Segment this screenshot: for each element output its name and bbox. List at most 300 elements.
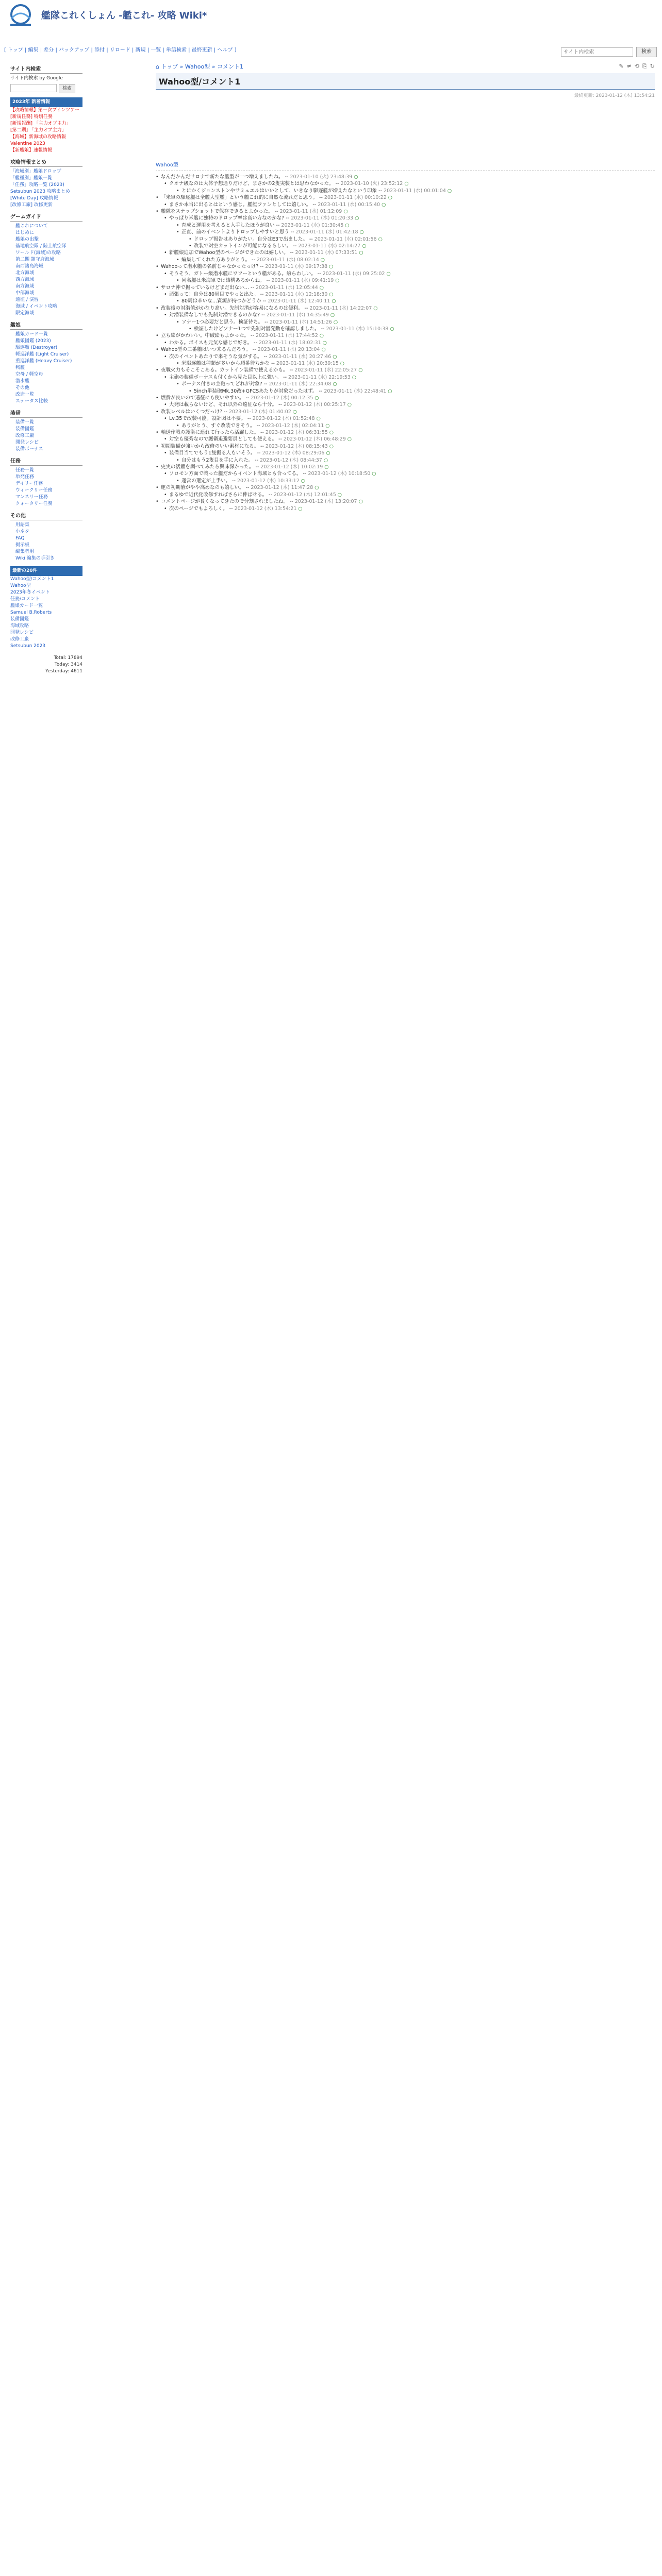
reply-radio-icon[interactable]: ○ xyxy=(352,174,358,180)
comment-item: • 自分はもう2隻目を手に入れた。 -- 2023-01-12 (木) 08:44:37 ○ xyxy=(176,457,655,464)
comment-text: 80周は辛いな…資源が持つかどうか xyxy=(181,298,261,304)
comment-item: • 輸送作戦の護衛に連れて行ったら活躍した。 -- 2023-01-12 (木) 06:31:55 ○ xyxy=(156,429,655,436)
sidebar-game-item[interactable]: 南西諸島海域 xyxy=(15,264,44,269)
comment-item: • Lv.35で改装可能。設計図は不要。 -- 2023-01-12 (木) 01:52:48 ○ xyxy=(164,415,655,422)
sidebar-equip-item[interactable]: 装備図鑑 xyxy=(15,427,35,432)
sidebar-equip-item[interactable]: 開発レシピ xyxy=(15,440,39,445)
reply-radio-icon[interactable]: ○ xyxy=(332,319,338,325)
comment-text: 米駆逐艦は種類が多いから順番待ちかな xyxy=(181,360,270,366)
reply-radio-icon[interactable]: ○ xyxy=(334,278,340,284)
comment-text: サロナ沖で掘っているけどまだ出ない… xyxy=(161,284,250,291)
comment-item: • 艦隊をスナップショットで保存できるとよかった。 -- 2023-01-11 (水) 01:12:09 ○ xyxy=(156,208,655,215)
reply-radio-icon[interactable]: ○ xyxy=(331,381,337,387)
reply-radio-icon[interactable]: ○ xyxy=(357,250,363,256)
reply-radio-icon[interactable]: ○ xyxy=(321,340,327,346)
comment-date: 2023-01-10 (火) 23:48:39 xyxy=(290,174,353,180)
comment-text: 史実の活躍を調べてみたら興味深かった。 xyxy=(161,464,254,470)
sidebar-recent-item[interactable]: Samuel B.Roberts xyxy=(10,610,52,615)
reply-radio-icon[interactable]: ○ xyxy=(360,243,367,249)
sidebar-recent-item[interactable]: 装備図鑑 xyxy=(10,617,29,622)
comment-item: • 運営の選定が上手い。 -- 2023-01-12 (木) 10:33:12 ○ xyxy=(176,478,655,484)
comment-date: 2023-01-11 (水) 22:48:41 xyxy=(324,388,387,394)
comment-text: 5inch単装砲Mk.30改+GFCSあたりが対象だったはず。 xyxy=(194,388,318,394)
sidebar-game-item[interactable]: 中部海域 xyxy=(15,291,35,296)
sidebar-recent-item[interactable]: Wahoo型/コメント1 xyxy=(10,577,54,582)
reply-radio-icon[interactable]: ○ xyxy=(370,471,376,477)
reply-radio-icon[interactable]: ○ xyxy=(323,464,329,470)
sidebar-news-item[interactable]: 【攻略情報】第一次ブインツアー xyxy=(10,108,79,113)
breadcrumb-item[interactable]: トップ xyxy=(161,63,178,70)
comment-item: • ボーナス付きの主砲ってどれが対象? -- 2023-01-11 (水) 22:34:08 ○ xyxy=(176,381,655,387)
site-title[interactable]: 艦隊これくしょん -艦これ- 攻略 Wiki* xyxy=(41,10,207,21)
comment-text: 運の初期値がやや高めなのも嬉しい。 xyxy=(161,485,244,491)
sidebar xyxy=(10,61,82,675)
reply-radio-icon[interactable]: ○ xyxy=(327,264,334,270)
sidebar-recent-item[interactable]: 改修工廠 xyxy=(10,637,29,642)
menu-item[interactable]: 単語検索 xyxy=(166,47,187,53)
comment-date: 2023-01-11 (水) 20:27:46 xyxy=(269,353,332,360)
sidebar-ship-item[interactable]: 重巡洋艦 (Heavy Cruiser) xyxy=(15,359,72,364)
comment-item: • 改装で対空カットインが可能になるらしい。 -- 2023-01-11 (水) 02:14:27 ○ xyxy=(189,243,655,249)
comment-text: ありがとう、すぐ改装できそう。 xyxy=(181,422,255,429)
comment-item: • 対空も優秀なので護衛退避要員としても使える。 -- 2023-01-12 (木) 06:48:29 ○ xyxy=(164,436,655,443)
equip-heading: 装備 xyxy=(10,410,82,418)
sidebar-ship-item[interactable]: 潜水艦 xyxy=(15,379,30,384)
comment-item: • 頑張って！自分は80周目でやっと出た。 -- 2023-01-11 (水) 12:18:30 ○ xyxy=(164,291,655,298)
comment-item: • なんだかんだサロナで新たな艦型が一つ増えましたね。 -- 2023-01-10 (火) 23:48:39 ○ xyxy=(156,174,655,180)
reply-radio-icon[interactable]: ○ xyxy=(343,222,350,228)
reply-radio-icon[interactable]: ○ xyxy=(299,478,306,484)
menu-item[interactable]: 編集 xyxy=(28,47,39,53)
sidebar-ship-item[interactable]: 軽巡洋艦 (Light Cruiser) xyxy=(15,352,69,357)
comment-item: • そうそう、ガトー級潜水艦にワフーという艦がある。紛らわしい。 -- 2023-01-11 (水) 09:25:02 ○ xyxy=(164,270,655,277)
comment-date: 2023-01-12 (木) 08:15:43 xyxy=(265,443,328,449)
sidebar-ship-item[interactable]: その他 xyxy=(15,385,30,391)
comment-item: • やっぱり米艦に独特のドロップ率は高い方なのかな? -- 2023-01-11 (水) 01:20:33 ○ xyxy=(164,215,655,222)
comment-date: 2023-01-11 (水) 08:02:14 xyxy=(256,257,319,263)
sidebar-recent-item[interactable]: 艦娘カード一覧 xyxy=(10,603,43,608)
comment-date: 2023-01-11 (水) 20:13:04 xyxy=(257,347,320,353)
counter-yesterday: Yesterday: 4611 xyxy=(45,669,82,674)
comment-date: 2023-01-11 (水) 22:05:27 xyxy=(294,367,357,374)
reply-radio-icon[interactable]: ○ xyxy=(353,215,359,222)
comment-item: • 次のイベントあたりで来そうな気がする。 -- 2023-01-11 (水) 20:27:46 ○ xyxy=(164,353,655,360)
comment-date: 2023-01-11 (水) 22:34:08 xyxy=(269,381,332,387)
comment-text: まるゆで近代化改修すればさらに伸ばせる。 xyxy=(169,492,268,498)
sidebar-game-item[interactable]: 遠征 / 演習 xyxy=(15,297,39,302)
comment-item: • コメントページが長くなってきたので分割されましたね。 -- 2023-01-12 (木) 13:20:07 ○ xyxy=(156,498,655,505)
reply-radio-icon[interactable]: ○ xyxy=(313,485,319,491)
reply-radio-icon[interactable]: ○ xyxy=(445,188,452,194)
comment-text: 「米軍の駆逐艦は全艦大型艦」という艦これ的に自然な流れだと思う。 xyxy=(161,195,318,201)
comment-text: 初期装備が強いから改修のいい素材になる。 xyxy=(161,443,259,449)
comment-text: Wahooって潜水艦の名前じゃなかったっけ? xyxy=(161,264,259,270)
comment-text: 立ち絵がかわいい。中破絵もよかった。 xyxy=(161,333,250,339)
sidebar-link-item[interactable]: [改修工廠] 改修更新 xyxy=(10,202,53,208)
comment-item: • サロナ沖で掘っているけどまだ出ない… -- 2023-01-11 (水) 12:05:44 ○ xyxy=(156,284,655,291)
counter-today: Today: 3414 xyxy=(54,662,82,667)
menu-item[interactable]: 新規 xyxy=(135,47,146,53)
menu-item[interactable]: 最終更新 xyxy=(191,47,212,53)
reply-radio-icon[interactable]: ○ xyxy=(380,201,386,208)
sidebar-link-item[interactable]: 「任務」攻略一覧 (2023) xyxy=(10,182,64,188)
comment-date: 2023-01-11 (水) 14:35:49 xyxy=(266,312,329,318)
menu-item[interactable]: 添付 xyxy=(94,47,105,53)
comment-text: コメントページが長くなってきたので分割されましたね。 xyxy=(161,499,288,505)
comment-text: 改装レベルはいくつだっけ? xyxy=(161,409,223,415)
ship-heading: 艦娘 xyxy=(10,322,82,330)
reply-radio-icon[interactable]: ○ xyxy=(327,430,334,436)
comment-date: 2023-01-11 (水) 12:05:44 xyxy=(255,284,318,291)
game-heading: ゲームガイド xyxy=(10,214,82,222)
reply-radio-icon[interactable]: ○ xyxy=(296,505,303,512)
comment-date: 2023-01-12 (木) 10:33:12 xyxy=(237,478,300,484)
comment-date: 2023-01-11 (水) 12:40:11 xyxy=(268,298,330,304)
attach-icon[interactable]: ⎘ xyxy=(642,63,647,70)
comment-item: • ソロモン方面で戦った艦だからイベント海域とも合ってる。 -- 2023-01-12 (木) 10:18:50 ○ xyxy=(164,470,655,477)
reply-radio-icon[interactable]: ○ xyxy=(328,312,335,318)
sidebar-game-item[interactable]: 第二期 鎮守府海域 xyxy=(15,257,54,262)
sidebar-game-item[interactable]: ワールド(海域)の攻略 xyxy=(15,250,61,256)
recent-heading: 最新の20件 xyxy=(10,566,82,576)
sidebar-etc-item[interactable]: Wiki 編集の手引き xyxy=(15,556,55,561)
reply-radio-icon[interactable]: ○ xyxy=(388,326,394,332)
comment-date: 2023-01-12 (木) 00:25:17 xyxy=(283,402,346,408)
sidebar-game-item[interactable]: 海域 / イベント攻略 xyxy=(15,304,57,309)
sidebar-etc-item[interactable]: 小ネタ xyxy=(15,529,30,534)
comment-date: 2023-01-12 (木) 13:54:21 xyxy=(234,505,297,512)
comment-item: • 装備目当てでもう1隻掘る人もいそう。 -- 2023-01-12 (木) 08:29:06 ○ xyxy=(164,450,655,456)
diff-icon[interactable]: ≠ xyxy=(626,63,632,70)
comment-date: 2023-01-12 (木) 06:48:29 xyxy=(283,436,346,443)
comment-item: • 編集してくれた方ありがとう。 -- 2023-01-11 (水) 08:02:14 ○ xyxy=(176,257,655,263)
comment-text: 正直、前のイベントよりドロップしやすいと思う xyxy=(181,229,289,235)
sidebar-game-item[interactable]: 北方海域 xyxy=(15,270,35,276)
sidebar-game-item[interactable]: 限定海域 xyxy=(15,311,35,316)
sidebar-etc-item[interactable]: 掲示板 xyxy=(15,543,30,548)
sidebar-mission-item[interactable]: ウィークリー任務 xyxy=(15,488,53,493)
sidebar-game-item[interactable]: 艦娘の出撃 xyxy=(15,237,39,242)
breadcrumb: ⌂ トップ » Wahoo型 » コメント1 xyxy=(156,63,243,70)
sidebar-news-item[interactable]: 【海域】新海域の攻略情報 xyxy=(10,134,67,140)
menu-item[interactable]: バックアップ xyxy=(59,47,90,53)
comment-date: 2023-01-11 (水) 02:01:56 xyxy=(314,236,377,242)
edit-icon[interactable]: ✎ xyxy=(619,63,624,70)
reply-radio-icon[interactable]: ○ xyxy=(357,367,363,374)
comment-date: 2023-01-11 (水) 09:41:19 xyxy=(271,278,334,284)
search-input[interactable] xyxy=(561,47,633,57)
reply-radio-icon[interactable]: ○ xyxy=(336,492,342,498)
comment-date: 2023-01-11 (水) 01:20:33 xyxy=(291,215,354,222)
comment-date: 2023-01-11 (水) 14:22:07 xyxy=(309,305,372,311)
comment-text: 頑張って！自分は80周目でやっと出た。 xyxy=(169,291,259,297)
menu-item[interactable]: ヘルプ xyxy=(217,47,233,53)
comment-text: 大発は載らないけど、それ以外の遠征なら十分。 xyxy=(169,402,277,408)
comment-item: • 立ち絵がかわいい。中破絵もよかった。 -- 2023-01-11 (水) 17:44:52 ○ xyxy=(156,332,655,339)
comment-item: • 同名艦は米海軍では結構あるからね。 -- 2023-01-11 (水) 09:41:19 ○ xyxy=(176,277,655,284)
sidebar-equip-item[interactable]: 装備ボーナス xyxy=(15,447,43,452)
counter-total: Total: 17894 xyxy=(54,655,82,660)
reply-radio-icon[interactable]: ○ xyxy=(350,374,357,380)
comment-text: 改装で対空カットインが可能になるらしい。 xyxy=(194,243,292,249)
reply-radio-icon[interactable]: ○ xyxy=(319,257,325,263)
comment-date: 2023-01-11 (水) 00:10:22 xyxy=(324,195,387,201)
reply-radio-icon[interactable]: ○ xyxy=(357,499,363,505)
sidebar-mission-item[interactable]: クォータリー任務 xyxy=(15,501,53,506)
sidebar-mission-item[interactable]: デイリー任務 xyxy=(15,481,43,486)
comment-date: 2023-01-11 (水) 22:19:53 xyxy=(288,374,351,380)
comment-date: 2023-01-12 (木) 00:12:35 xyxy=(251,395,313,401)
comment-item: • ソナー1つ必要だと思う。検証待ち。 -- 2023-01-11 (水) 14:51:26 ○ xyxy=(176,319,655,326)
comment-text: クオナ級なのは大体予想通りだけど、まさかの2隻実装とは思わなかった。 xyxy=(169,181,334,187)
comment-text: ソロモン方面で戦った艦だからイベント海域とも合ってる。 xyxy=(169,471,302,477)
sidebar-game-item[interactable]: 基地航空隊 / 陸上航空隊 xyxy=(15,244,67,249)
reply-radio-icon[interactable]: ○ xyxy=(320,347,326,353)
comment-date: 2023-01-11 (水) 15:10:38 xyxy=(326,326,389,332)
comment-item: • 次のページでもよろしく。 -- 2023-01-12 (木) 13:54:21 ○ xyxy=(164,505,655,512)
comment-text: 艦隊をスナップショットで保存できるとよかった。 xyxy=(161,209,273,215)
sidebar-ship-item[interactable]: 艦娘図鑑 (2023) xyxy=(15,338,51,344)
comment-date: 2023-01-11 (水) 01:30:45 xyxy=(281,222,344,228)
reply-radio-icon[interactable]: ○ xyxy=(386,195,393,201)
comment-item: • 史実の活躍を調べてみたら興味深かった。 -- 2023-01-12 (木) 10:02:19 ○ xyxy=(156,464,655,470)
sidebar-link-item[interactable]: Setsubun 2023 攻略まとめ xyxy=(10,189,70,194)
comment-date: 2023-01-12 (木) 12:01:45 xyxy=(273,492,336,498)
sidebar-game-item[interactable]: 艦これについて xyxy=(15,224,48,229)
comment-text: 対空も優秀なので護衛退避要員としても使える。 xyxy=(169,436,277,443)
reply-radio-icon[interactable]: ○ xyxy=(318,284,324,291)
comment-list xyxy=(156,174,655,512)
comment-text: Wahoo型の二番艦はいつ来るんだろう。 xyxy=(161,347,251,353)
section-link[interactable]: Wahoo型 xyxy=(156,162,178,168)
comment-date: 2023-01-12 (木) 13:20:07 xyxy=(294,499,357,505)
comment-item: • 大発は載らないけど、それ以外の遠征なら十分。 -- 2023-01-12 (木) 00:25:17 ○ xyxy=(164,401,655,408)
sidebar-etc-item[interactable]: 編集者用 xyxy=(15,549,35,554)
sidebar-news-item[interactable]: [新規任務] 特別任務 xyxy=(10,114,53,120)
comment-date: 2023-01-12 (木) 06:31:55 xyxy=(265,430,328,436)
sidebar-game-item[interactable]: はじめに xyxy=(15,230,35,235)
comment-item: • 新艦娘追加でWahoo型のページができたのは嬉しい。 -- 2023-01-11 (水) 07:33:51 ○ xyxy=(164,249,655,256)
reply-radio-icon[interactable]: ○ xyxy=(403,181,409,187)
comment-item: • 検証したけどソナー1つで先制対潜発動を確認しました。 -- 2023-01-11 (水) 15:10:38 ○ xyxy=(189,326,655,332)
main-content xyxy=(156,61,655,512)
comment-text: わかる。ボイスも元気な感じで好き。 xyxy=(169,340,253,346)
comment-date: 2023-01-12 (木) 01:52:48 xyxy=(252,416,315,422)
search-button[interactable]: 検索 xyxy=(636,47,657,57)
comment-item: • とにかくジョンストンやサミュエルはいいとして、いきなり駆逐艦が増えたなという印象 -- 2023-01-11 (水) 00:01:04 ○ xyxy=(176,188,655,194)
sidebar-link-item[interactable]: [White Day] 攻略情報 xyxy=(10,196,58,201)
reply-radio-icon[interactable]: ○ xyxy=(327,443,334,449)
comment-date: 2023-01-11 (水) 17:44:52 xyxy=(255,333,318,339)
menu-item[interactable]: 一覧 xyxy=(151,47,161,53)
comment-item: • ありがとう、すぐ改装できそう。 -- 2023-01-12 (木) 02:04:11 ○ xyxy=(176,422,655,429)
reply-radio-icon[interactable]: ○ xyxy=(318,333,324,339)
sidebar-mission-item[interactable]: 単発任務 xyxy=(15,474,35,480)
comment-item: • 育成と運用を考えると入手したほうが良い -- 2023-01-11 (水) 01:30:45 ○ xyxy=(176,222,655,229)
comment-date: 2023-01-12 (木) 08:44:37 xyxy=(259,457,322,463)
menu-item[interactable]: 差分 xyxy=(43,47,54,53)
reply-radio-icon[interactable]: ○ xyxy=(386,388,392,394)
sidebar-ship-item[interactable]: 戦艦 xyxy=(15,365,25,370)
page-toolbar xyxy=(156,61,655,72)
mission-heading: 任務 xyxy=(10,458,82,466)
sidebar-recent-item[interactable]: 2023年冬イベント xyxy=(10,590,50,595)
comment-text: 編集してくれた方ありがとう。 xyxy=(181,257,251,263)
breadcrumb-item[interactable]: Wahoo型 xyxy=(185,63,210,70)
sidebar-recent-item[interactable]: 海域攻略 xyxy=(10,623,29,629)
menu-item[interactable]: リロード xyxy=(109,47,130,53)
comment-item: • 夜戦火力もそこそこある。カットイン装備で使えるかも。 -- 2023-01-11 (水) 22:05:27 ○ xyxy=(156,367,655,374)
comment-text: とにかくジョンストンやサミュエルはいいとして、いきなり駆逐艦が増えたなという印象 xyxy=(181,188,377,194)
comment-item: • 初期装備が強いから改修のいい素材になる。 -- 2023-01-12 (木) 08:15:43 ○ xyxy=(156,443,655,450)
comment-item: • 燃費が良いので遠征にも使いやすい。 -- 2023-01-12 (木) 00:12:35 ○ xyxy=(156,395,655,401)
sidebar-news-item[interactable]: [第二期] 「主力オブ主力」 xyxy=(10,128,67,133)
sidebar-link-item[interactable]: 「海域別」艦娘ドロップ xyxy=(10,169,61,174)
comment-item: • Wahoo型の二番艦はいつ来るんだろう。 -- 2023-01-11 (水) 20:13:04 ○ xyxy=(156,346,655,353)
reply-radio-icon[interactable]: ○ xyxy=(345,402,352,408)
comment-item: • 米駆逐艦は種類が多いから順番待ちかな -- 2023-01-11 (水) 20:39:15 ○ xyxy=(176,360,655,367)
sidebar-news-item[interactable]: Valentine 2023 xyxy=(10,141,45,146)
comment-text: ボーナス付きの主砲ってどれが対象? xyxy=(181,381,262,387)
sidebar-ship-item[interactable]: 空母 / 軽空母 xyxy=(15,372,43,377)
tool-icons xyxy=(619,63,655,70)
sidebar-recent-item[interactable]: Setsubun 2023 xyxy=(10,643,46,649)
sidebar-etc-item[interactable]: 用語集 xyxy=(15,522,30,528)
comment-date: 2023-01-11 (水) 12:18:30 xyxy=(265,291,328,297)
comment-date: 2023-01-11 (水) 18:02:31 xyxy=(258,340,321,346)
comment-text: やっぱり米艦に独特のドロップ率は高い方なのかな? xyxy=(169,215,285,222)
comment-text: 自分はもう2隻目を手に入れた。 xyxy=(181,457,254,463)
sidebar-recent-item[interactable]: Wahoo型 xyxy=(10,583,31,588)
comment-text: 主砲の装備ボーナスも付くから見た目以上に強い。 xyxy=(169,374,282,380)
comment-date: 2023-01-11 (水) 00:15:40 xyxy=(318,201,380,208)
comment-text: 運営の選定が上手い。 xyxy=(181,478,231,484)
breadcrumb-current: コメント1 xyxy=(217,63,243,70)
sidebar-etc-item[interactable]: FAQ xyxy=(15,536,25,541)
comment-item: • 主砲の装備ボーナスも付くから見た目以上に強い。 -- 2023-01-11 (水) 22:19:53 ○ xyxy=(164,374,655,381)
sidebar-ship-item[interactable]: ステータス比較 xyxy=(15,399,48,404)
reply-radio-icon[interactable]: ○ xyxy=(338,360,345,366)
reply-radio-icon[interactable]: ○ xyxy=(342,209,348,215)
comment-item: • 改装後の対潜値がかなり高い。先制対潜が容易になるのは便利。 -- 2023-01-11 (水) 14:22:07 ○ xyxy=(156,305,655,312)
comment-text: 次のページでもよろしく。 xyxy=(169,505,228,512)
site-header xyxy=(0,0,662,55)
sidebar-ship-item[interactable]: 駆逐艦 (Destroyer) xyxy=(15,345,58,350)
reply-radio-icon[interactable]: ○ xyxy=(313,395,319,401)
sidebar-search-button[interactable]: 検索 xyxy=(59,84,75,93)
sidebar-link-item[interactable]: 「艦種別」艦娘一覧 xyxy=(10,176,53,181)
comment-text: ドロップ報告はありがたい。自分はE3で出ました。 xyxy=(194,236,308,242)
comment-text: なんだかんだサロナで新たな艦型が一つ増えましたね。 xyxy=(161,174,284,180)
comment-item: • 正直、前のイベントよりドロップしやすいと思う -- 2023-01-11 (水) 01:42:18 ○ xyxy=(176,229,655,235)
comment-item: • 運の初期値がやや高めなのも嬉しい。 -- 2023-01-12 (木) 11:47:28 ○ xyxy=(156,484,655,491)
sidebar-equip-item[interactable]: 改修工廠 xyxy=(15,433,35,438)
reply-radio-icon[interactable]: ○ xyxy=(291,409,297,415)
reload-icon[interactable]: ↻ xyxy=(650,63,655,70)
comment-text: 燃費が良いので遠征にも使いやすい。 xyxy=(161,395,244,401)
sidebar-search-heading: サイト内検索 xyxy=(10,66,82,74)
comment-text: ソナー1つ必要だと思う。検証待ち。 xyxy=(181,319,263,325)
page-title: Wahoo型/コメント1 xyxy=(156,73,655,90)
comment-item: • わかる。ボイスも元気な感じで好き。 -- 2023-01-11 (水) 18:02:31 ○ xyxy=(164,340,655,346)
news-badge: 2023年 新着情報 xyxy=(10,97,82,107)
sidebar-game-item[interactable]: 西方海域 xyxy=(15,277,35,282)
sidebar-equip-item[interactable]: 装備一覧 xyxy=(15,420,35,425)
comment-date: 2023-01-11 (水) 01:12:09 xyxy=(279,209,342,215)
comment-item: • 「米軍の駆逐艦は全艦大型艦」という艦これ的に自然な流れだと思う。 -- 2023-01-11 (水) 00:10:22 ○ xyxy=(156,194,655,201)
comment-date: 2023-01-12 (木) 08:29:06 xyxy=(262,450,325,456)
comment-date: 2023-01-11 (水) 09:17:38 xyxy=(265,264,328,270)
comment-text: 新艦娘追加でWahoo型のページができたのは嬉しい。 xyxy=(169,250,289,256)
reply-radio-icon[interactable]: ○ xyxy=(324,422,330,429)
comment-text: 次のイベントあたりで来そうな気がする。 xyxy=(169,353,262,360)
reply-radio-icon[interactable]: ○ xyxy=(330,298,336,304)
comment-text: 検証したけどソナー1つで先制対潜発動を確認しました。 xyxy=(194,326,320,332)
comment-text: まさか本当に出るとはという感じ。艦艇ファンとしては嬉しい。 xyxy=(169,201,311,208)
site-logo[interactable] xyxy=(5,3,36,28)
menu-item[interactable]: トップ xyxy=(8,47,23,53)
reply-radio-icon[interactable]: ○ xyxy=(322,457,328,463)
reply-radio-icon[interactable]: ○ xyxy=(376,236,383,242)
comment-date: 2023-01-11 (水) 07:33:51 xyxy=(295,250,358,256)
reply-radio-icon[interactable]: ○ xyxy=(358,229,364,235)
comment-text: 輸送作戦の護衛に連れて行ったら活躍した。 xyxy=(161,430,259,436)
sidebar-game-item[interactable]: 南方海域 xyxy=(15,284,35,289)
sidebar-search-input[interactable] xyxy=(10,84,57,92)
comment-item: • まさか本当に出るとはという感じ。艦艇ファンとしては嬉しい。 -- 2023-01-11 (水) 00:15:40 ○ xyxy=(164,201,655,208)
comment-date: 2023-01-11 (水) 20:39:15 xyxy=(276,360,339,366)
comment-date: 2023-01-12 (木) 10:02:19 xyxy=(260,464,323,470)
sidebar-ship-item[interactable]: 艦娘カード一覧 xyxy=(15,332,48,337)
sidebar-news-item[interactable]: [新規報酬] 「主力オブ主力」 xyxy=(10,121,71,126)
comment-item: • まるゆで近代化改修すればさらに伸ばせる。 -- 2023-01-12 (木) 12:01:45 ○ xyxy=(164,492,655,498)
comment-date: 2023-01-12 (木) 11:47:28 xyxy=(251,485,313,491)
sidebar-search-sub: サイト内検索 by Google xyxy=(10,76,63,81)
comment-date: 2023-01-10 (火) 23:52:12 xyxy=(340,181,403,187)
comment-date: 2023-01-12 (木) 10:18:50 xyxy=(308,471,371,477)
reply-radio-icon[interactable]: ○ xyxy=(324,450,330,456)
reply-radio-icon[interactable]: ○ xyxy=(385,270,391,277)
sidebar-news-item[interactable]: 【新艦娘】速報情報 xyxy=(10,148,53,153)
sidebar-recent-item[interactable]: 開発レシピ xyxy=(10,630,34,635)
reply-radio-icon[interactable]: ○ xyxy=(315,416,321,422)
comment-date: 2023-01-12 (木) 02:04:11 xyxy=(261,422,324,429)
comment-date: 2023-01-11 (水) 09:25:02 xyxy=(322,270,385,277)
comment-date: 2023-01-11 (水) 00:01:04 xyxy=(384,188,446,194)
top-menu: [ トップ | 編集 | 差分 | バックアップ | 添付 | リロード | 新規 | 一覧 | 単語検索 | 最終更新 | ヘルプ ] xyxy=(4,47,237,53)
reply-radio-icon[interactable]: ○ xyxy=(331,353,337,360)
history-icon[interactable]: ⟲ xyxy=(634,63,639,70)
comment-text: 同名艦は米海軍では結構あるからね。 xyxy=(181,278,265,284)
comment-item: • 5inch単装砲Mk.30改+GFCSあたりが対象だったはず。 -- 2023-01-11 (水) 22:48:41 ○ xyxy=(189,388,655,395)
comment-text: 夜戦火力もそこそこある。カットイン装備で使えるかも。 xyxy=(161,367,288,374)
comment-text: そうそう、ガトー級潜水艦にワフーという艦がある。紛らわしい。 xyxy=(169,270,316,277)
sidebar-mission-item[interactable]: マンスリー任務 xyxy=(15,495,48,500)
sidebar-ship-item[interactable]: 改造一覧 xyxy=(15,392,35,397)
sidebar-recent-item[interactable]: 任務/コメント xyxy=(10,597,40,602)
sidebar-mission-item[interactable]: 任務一覧 xyxy=(15,468,35,473)
comment-item: • 80周は辛いな…資源が持つかどうか -- 2023-01-11 (水) 12:40:11 ○ xyxy=(176,298,655,304)
etc-heading: その他 xyxy=(10,513,82,520)
reply-radio-icon[interactable]: ○ xyxy=(372,305,378,311)
reply-radio-icon[interactable]: ○ xyxy=(345,436,352,443)
comment-text: 改装後の対潜値がかなり高い。先制対潜が容易になるのは便利。 xyxy=(161,305,303,311)
comment-date: 2023-01-11 (水) 01:42:18 xyxy=(295,229,358,235)
sidebar-search xyxy=(10,84,82,93)
comment-item: • ドロップ報告はありがたい。自分はE3で出ました。 -- 2023-01-11 (水) 02:01:56 ○ xyxy=(189,236,655,243)
reply-radio-icon[interactable]: ○ xyxy=(327,291,334,297)
comment-date: 2023-01-11 (水) 02:14:27 xyxy=(298,243,361,249)
